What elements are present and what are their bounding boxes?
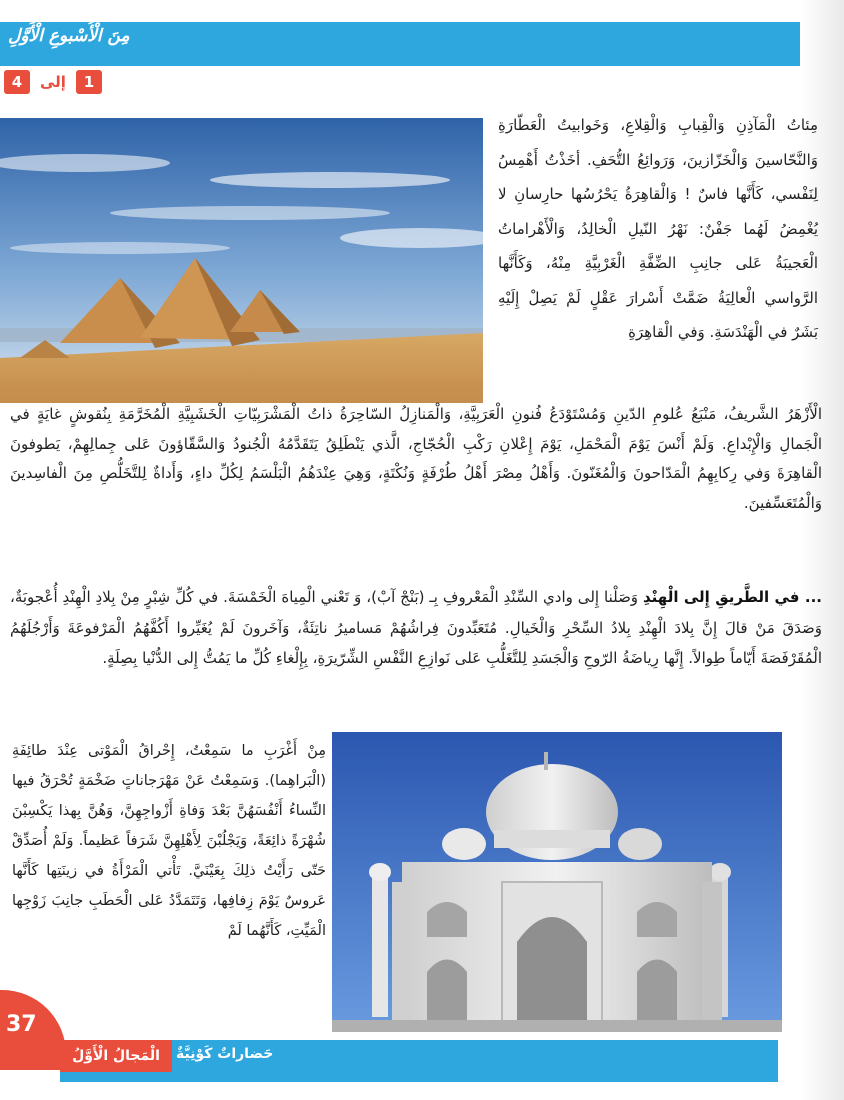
week-from-badge: 1 xyxy=(76,70,102,94)
taj-mahal-image xyxy=(332,732,782,1032)
taj-mahal-illustration xyxy=(332,732,782,1032)
india-heading-run: ... في الطَّريقِ إِلى الْهِنْدِ xyxy=(643,588,822,606)
page-number: 37 xyxy=(6,1012,37,1037)
paragraph-india xyxy=(10,582,822,674)
paragraph-cairo-continued-text: الْأَزْهَرُ الشَّريفُ، مَنْبَعُ عُلومِ الدّينِ وَمُسْتَوْدَعُ فُنونِ الْعَرَبِيَّةِ، وَالْمَنازِلُ السّاحِرَةُ ذاتُ الْمَشْرَبِيّاتِ الْخَشَبِيَّةِ الْمُخَرَّمَةِ بِنُقوشٍ غايَةٍ في الْجَمالِ وَالْإِبْداعِ. وَلَمْ أَنْسَ يَوْمَ الْمَحْمَلِ، يَوْمَ إِعْلانِ رَكْبِ الْحُجّاجِ، الَّذي يَنْطَلِقُ يَتَقَدَّمُهُ الْجُنودُ وَالسَّقّاؤونَ عَلى جِمالِهِمْ، يَطوفونَ الْقاهِرَةَ وَفي رِكابِهِمُ الْمَدّاحونَ وَالْمُغَنّونَ. وَأَهْلُ مِصْرَ أَهْلُ طُرْفَةٍ وَنُكْتَةٍ، وَهِيَ عِنْدَهُمُ الْبَلْسَمُ لِكُلِّ داءٍ، وَأَداةٌ لِلتَّخَلُّصِ مِنَ الْفاسِدينَ وَالْمُتَعَسِّفينَ. xyxy=(10,405,822,512)
footer-domain-label: الْمَجالُ الْأَوَّلُ xyxy=(60,1040,172,1072)
week-to-badge: 4 xyxy=(4,70,30,94)
pyramids-illustration xyxy=(0,118,483,403)
paragraph-cairo-continued xyxy=(10,400,822,518)
paragraph-brahma xyxy=(12,736,326,946)
paragraph-brahma-text: مِنْ أَغْرَبِ ما سَمِعْتُ، إِحْراقُ الْمَوْتى عِنْدَ طائِفَةِ (الْبَراهِما). وَسَمِعْتُ عَنْ مَهْرَجاناتٍ ضَخْمَةٍ تُحْرَقُ فيها النِّساءُ أَنْفُسَهُنَّ بَعْدَ وَفاةِ أَزْواجِهِنَّ، وَهُنَّ بِهذا يَكْسِبْنَ شُهْرَةً ذائِعَةً، وَيَجْلُبْنَ لِأَهْلِهِنَّ شَرَفاً عَظيماً. وَلَمْ أُصَدِّقْ حَتّى رَأَيْتُ ذلِكَ بِعَيْنَيَّ. تَأْتي الْمَرْأَةُ في زينَتِها كَأَنَّها عَروسٌ يَوْمَ زِفافِها، وَتَتَمَدَّدُ عَلى الْحَطَبِ جانِبَ زَوْجِها الْمَيِّتِ، كَأَنَّهُما لَمْ xyxy=(12,743,326,939)
week-to-word: إلى xyxy=(40,73,66,91)
footer-unit-label: حَضاراتٌ كَوْنِيَّةٌ xyxy=(176,1046,274,1062)
paragraph-cairo-top-text: مِئاتُ الْمَآذِنِ وَالْقِبابِ وَالْقِلاعِ، وَخَوابيتُ الْعَطّارَةِ وَالنَّحّاسينَ وَالْخَزّازينَ، وَرَوائِعُ التُّحَفِ. أخَذْتُ أَهْمِسُ لِنَفْسي، كَأَنَّها فاسٌ ! وَالْقاهِرَةُ يَحْرُسُها حارِسانِ لا يُغْمِضُ لَهُما جَفْنٌ: نَهْرُ النّيلِ الْخالِدُ، وَالْأَهْراماتُ الْعَجيبَةُ عَلى جانِبِ الضِّفَّةِ الْغَرْبِيَّةِ مِنْهُ، وَكَأَنَّها الرَّواسي الْعالِيَةُ ضَمَّتْ أَسْرارَ عَقْلٍ لَمْ يَصِلْ إِلَيْهِ بَشَرٌ في الْهَنْدَسَةِ. وَفي الْقاهِرَةِ xyxy=(498,116,818,341)
week-range xyxy=(4,70,102,94)
paragraph-cairo-top xyxy=(498,108,818,350)
india-body-run: وَصَلْنا إِلى وادي السِّنْدِ الْمَعْروفِ بِـ (بَنْجْ آبْ)، وَ تَعْني الْمِياهَ الْخَمْسَةَ. في كُلِّ شِبْرٍ مِنْ بِلادِ الْهِنْدِ أُعْجوبَةٌ، وَصَدَقَ مَنْ قالَ إِنَّ بِلادَ الْهِنْدِ بِلادُ السِّحْرِ وَالْخَيالِ. مُتَعَبِّدونَ فِراشُهُمْ مَساميرُ ناتِئَةٌ، وَآخَرونَ لَمْ يُغَيِّروا أَكُفَّهُمُ الْمَرْفوعَةَ وَأَرْجُلَهُمُ الْمُقَرْفَصَةَ أَيّاماً طِوالاً. إِنَّها رِياضَةُ الرّوحِ وَالْجَسَدِ لِلتَّغَلُّبِ عَلى نَوازِعِ النَّفْسِ الشِّرّيرَةِ، بِإِلْغاءِ كُلِّ ما يَمُتُّ إِلى الدُّنْيا بِصِلَةٍ. xyxy=(10,588,822,667)
pyramids-image xyxy=(0,118,483,403)
paragraph-india-text xyxy=(10,582,822,674)
section-title: مِنَ الْأُسْبوعِ الْأَوَّلِ xyxy=(8,26,130,46)
